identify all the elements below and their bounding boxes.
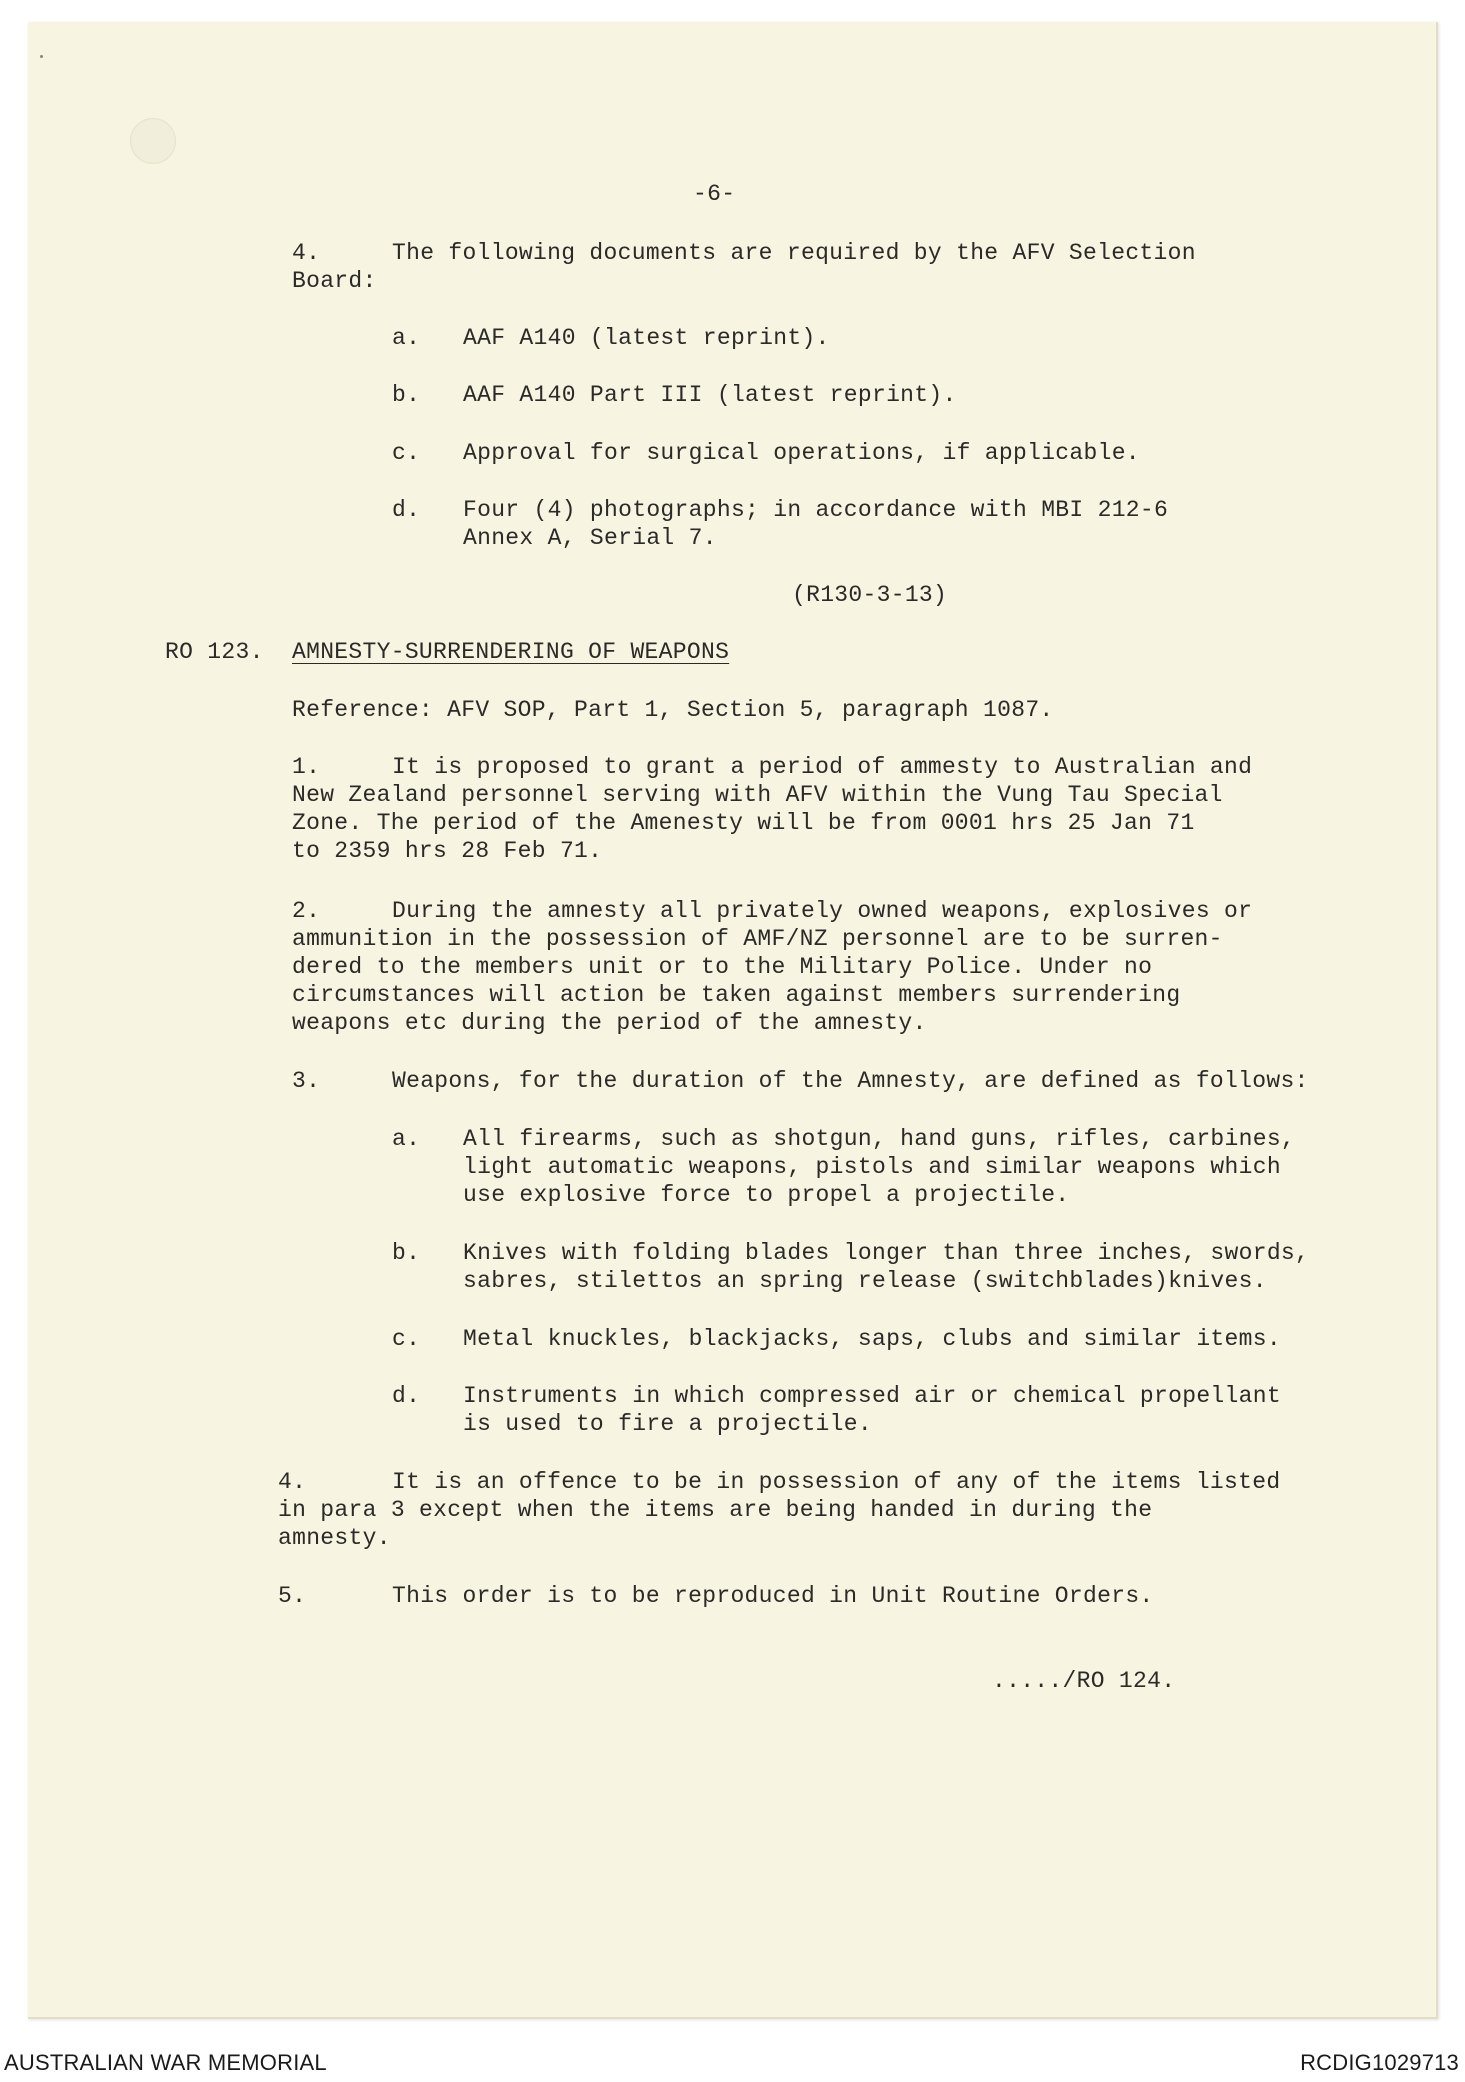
section-4-item-text: Annex A, Serial 7.	[463, 525, 717, 551]
ro-number: RO 123.	[165, 639, 264, 665]
section-4-text-line2: Board:	[292, 268, 377, 294]
para-2-line: weapons etc during the period of the amnesty.	[292, 1010, 927, 1036]
para-1-line: to 2359 hrs 28 Feb 71.	[292, 838, 603, 864]
section-4-item-text: Approval for surgical operations, if applicable.	[463, 440, 1140, 466]
para-2-line: ammunition in the possession of AMF/NZ personnel are to be surren-	[292, 926, 1223, 952]
para-3-item-text: sabres, stilettos an spring release (switchblades)knives.	[463, 1268, 1267, 1294]
para-3-item-letter: b.	[392, 1240, 421, 1266]
para-3-item-letter: d.	[392, 1383, 421, 1409]
para-3-item-text: is used to fire a projectile.	[463, 1411, 872, 1437]
para-3-item-text: use explosive force to propel a projectile.	[463, 1182, 1070, 1208]
file-reference: (R130-3-13)	[792, 582, 948, 608]
para-3-item-text: Knives with folding blades longer than three inches, swords,	[463, 1240, 1310, 1266]
footer-record-id: RCDIG1029713	[1300, 2050, 1459, 2075]
continuation-marker: ...../RO 124.	[992, 1668, 1176, 1694]
para-4-line: in para 3 except when the items are being handed in during the	[278, 1497, 1153, 1523]
page-number: -6-	[693, 181, 736, 207]
para-4-line: amnesty.	[278, 1525, 391, 1551]
para-1-line: Zone. The period of the Amenesty will be from 0001 hrs 25 Jan 71	[292, 810, 1195, 836]
para-3-item-text: All firearms, such as shotgun, hand guns, rifles, carbines,	[463, 1126, 1296, 1152]
para-3-text: Weapons, for the duration of the Amnesty, are defined as follows:	[392, 1068, 1309, 1094]
para-1-line: It is proposed to grant a period of ammesty to Australian and	[392, 754, 1253, 780]
para-2-line: dered to the members unit or to the Military Police. Under no	[292, 954, 1153, 980]
section-4-text-line1: The following documents are required by the AFV Selection	[392, 240, 1196, 266]
section-4-item-letter: a.	[392, 325, 421, 351]
para-2-line: During the amnesty all privately owned weapons, explosives or	[392, 898, 1253, 924]
para-3-item-text: light automatic weapons, pistols and similar weapons which	[463, 1154, 1281, 1180]
para-3-number: 3.	[292, 1068, 321, 1094]
paper-speck	[40, 55, 43, 58]
para-5-number: 5.	[278, 1583, 307, 1609]
section-4-item-letter: c.	[392, 440, 421, 466]
para-2-number: 2.	[292, 898, 321, 924]
reference-line: Reference: AFV SOP, Part 1, Section 5, paragraph 1087.	[292, 697, 1054, 723]
footer-archive-name: AUSTRALIAN WAR MEMORIAL	[4, 2050, 327, 2075]
section-4-item-text: AAF A140 (latest reprint).	[463, 325, 830, 351]
para-4-line: It is an offence to be in possession of any of the items listed	[392, 1469, 1281, 1495]
para-4-number: 4.	[278, 1469, 307, 1495]
ro-title: AMNESTY-SURRENDERING OF WEAPONS	[292, 639, 730, 665]
para-3-item-text: Metal knuckles, blackjacks, saps, clubs and similar items.	[463, 1326, 1281, 1352]
section-4-item-letter: d.	[392, 497, 421, 523]
punch-hole-mark	[130, 118, 176, 164]
section-4-item-text: AAF A140 Part III (latest reprint).	[463, 382, 957, 408]
para-2-line: circumstances will action be taken against members surrendering	[292, 982, 1181, 1008]
para-1-number: 1.	[292, 754, 321, 780]
section-4-number: 4.	[292, 240, 321, 266]
section-4-item-letter: b.	[392, 382, 421, 408]
para-3-item-text: Instruments in which compressed air or chemical propellant	[463, 1383, 1281, 1409]
para-1-line: New Zealand personnel serving with AFV within the Vung Tau Special	[292, 782, 1223, 808]
para-3-item-letter: a.	[392, 1126, 421, 1152]
para-5-text: This order is to be reproduced in Unit Routine Orders.	[392, 1583, 1154, 1609]
section-4-item-text: Four (4) photographs; in accordance with MBI 212-6	[463, 497, 1169, 523]
para-3-item-letter: c.	[392, 1326, 421, 1352]
